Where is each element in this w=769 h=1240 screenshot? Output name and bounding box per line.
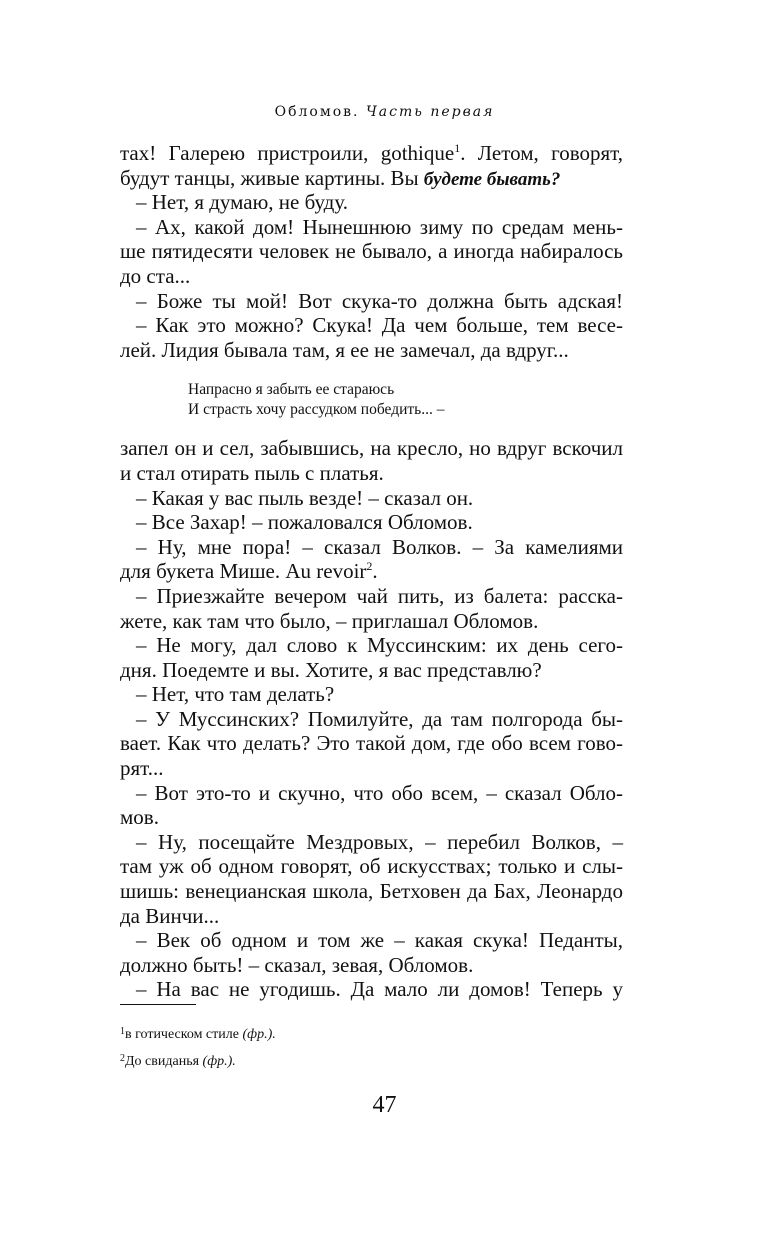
text-line: да Винчи... — [120, 903, 220, 928]
footnote-ref: 2 — [366, 559, 373, 574]
text-line: – Век об одном и том же – какая скука! Педанты, — [136, 928, 623, 953]
footnote: $^2$До свиданья (фр.). — [120, 1053, 236, 1069]
header-title: Обломов. — [274, 104, 360, 120]
text-line: – У Муссинских? Помилуйте, да там полгорода бы- — [136, 706, 623, 731]
page-number: 47 — [372, 1092, 397, 1118]
text-line: – Какая у вас пыль везде! – сказал он. — [136, 485, 474, 510]
footnote-divider — [120, 1004, 196, 1005]
text-line: шишь: венецианская школа, Бетховен да Бах, Леонардо — [120, 879, 623, 904]
verse-line: И страсть хочу рассудком победить... – — [188, 401, 445, 419]
text-line: и стал отирать пыль с платья. — [120, 460, 384, 485]
text-line: – Ах, какой дом! Нынешнюю зиму по средам мень- — [136, 214, 623, 239]
text-line: – Вот это-то и скучно, что обо всем, – сказал Обло- — [136, 780, 623, 805]
text-line: запел он и сел, забывшись, на кресло, но вдруг вскочил — [120, 436, 623, 461]
text-block-2 — [120, 436, 623, 1002]
text-line: – Как это можно? Скука! Да чем больше, тем весе- — [136, 313, 623, 338]
text-line: – Нет, я думаю, не буду. — [136, 190, 349, 215]
running-header — [0, 104, 769, 120]
text-line: – Не могу, дал слово к Муссинским: их день сего- — [136, 633, 623, 658]
text-line: должно быть! – сказал, зевая, Обломов. — [120, 952, 474, 977]
text-line: дня. Поедемте и вы. Хотите, я вас представлю? — [120, 657, 542, 682]
text-line: – Нет, что там делать? — [136, 682, 335, 707]
text-line: – На вас не угодишь. Да мало ли домов! Теперь у — [136, 977, 623, 1002]
text-line: – Все Захар! – пожаловался Обломов. — [136, 510, 473, 535]
text-line: до ста... — [120, 263, 191, 288]
text-line: ше пятидесяти человек не бывало, а иногда набиралось — [120, 239, 623, 264]
text-line: – Ну, мне пора! – сказал Волков. – За камелиями — [136, 534, 623, 559]
text-line: – Приезжайте вечером чай пить, из балета: расска- — [136, 583, 623, 608]
text-line: будут танцы, живые картины. Вы будете бывать? — [120, 165, 561, 190]
text-line: для букета Мише. Au revoir$^2$. — [120, 559, 378, 584]
text-line: мов. — [120, 805, 159, 830]
text-line: вает. Как что делать? Это такой дом, где обо всем гово- — [120, 731, 623, 756]
footnote: $^1$в готическом стиле (фр.). — [120, 1026, 276, 1042]
text-line: рят... — [120, 756, 164, 781]
emphasis: будете бывать? — [423, 168, 561, 190]
text-line: тах! Галерею пристроили, gothique$^1$. Летом, говорят, — [120, 141, 623, 165]
text-block-1 — [120, 141, 623, 362]
text-line: – Ну, посещайте Мездровых, – перебил Волков, – — [136, 829, 623, 854]
footnote-ref: 1 — [454, 141, 461, 155]
text-line: – Боже ты мой! Вот скука-то должна быть адская! — [136, 288, 623, 313]
footnotes — [120, 1020, 520, 1074]
verse-line: Напрасно я забыть ее стараюсь — [188, 381, 395, 399]
verse-quote — [120, 380, 623, 420]
body-text — [120, 141, 623, 1002]
text-line: жете, как там что было, – приглашал Обломов. — [120, 608, 539, 633]
text-line: там уж об одном говорят, об искусствах; только и слы- — [120, 854, 623, 879]
text-line: лей. Лидия бывала там, я ее не замечал, да вдруг... — [120, 337, 569, 362]
header-part: Часть первая — [365, 104, 495, 120]
